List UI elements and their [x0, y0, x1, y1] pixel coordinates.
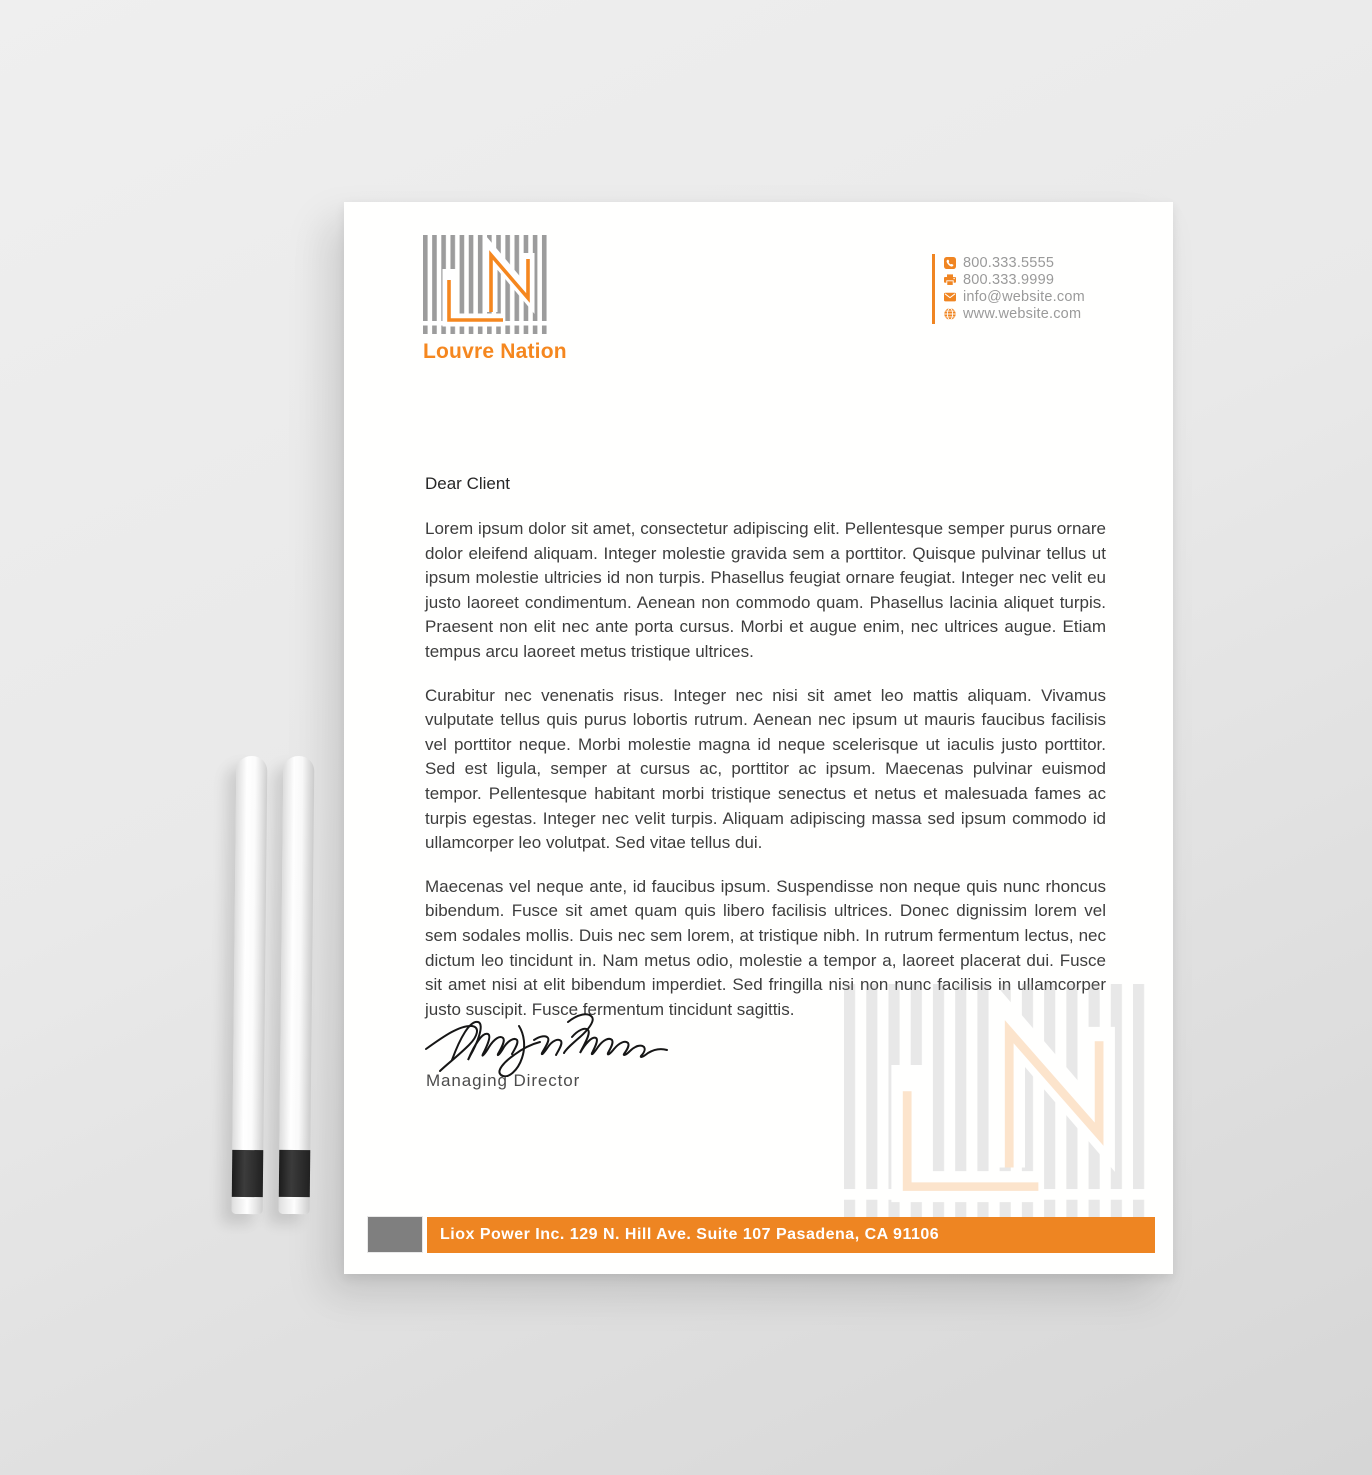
email-address: info@website.com [963, 289, 1085, 305]
pen [232, 756, 268, 1214]
paragraph-2: Curabitur nec venenatis risus. Integer nec nisi sit amet leo mattis aliquam. Vivamus vulputate tellus quis purus lobortis rutrum. Aenean nec ipsum ut mauris faucibus facilisis vel porttitor neque. Morbi molestie magna id neque scelerisque ut iaculis justo porttitor. Sed est ligula, semper at cursus ac, porttitor ac ipsum. Maecenas pulvinar euismod tempor. Pellentesque habitant morbi tristique senectus et netus et malesuada fames ac turpis egestas. Integer nec velit turpis. Aliquam adipiscing massa sed ipsum commodo id ullamcorper leo volutpat. Sed vitae tellus dui. [425, 685, 1106, 853]
contact-divider [932, 254, 935, 324]
globe-icon [944, 308, 956, 320]
pen-tip [281, 1199, 308, 1214]
pen-grip-band [279, 1150, 310, 1197]
paragraph-3: Maecenas vel neque ante, id faucibus ipsum. Suspendisse non neque quis nunc rhoncus bibendum. Fusce sit amet quam quis libero facilisis ultrices. Donec dignissim lorem vel sem sodales mollis. Duis nec sem lorem, at tristique nibh. In rutrum fermentum lectus, nec dictum leo tincidunt in. Nam metus odio, molestie a tempor a, laoreet placerat dui. Fusce sit amet nisi at elit bibendum imperdiet. Sed fringilla nisi non nunc facilisis in ullamcorper justo suscipit. Fusce fermentum tincidunt sagittis. [425, 876, 1106, 1019]
signature [422, 992, 672, 1077]
logo-monogram-icon [423, 235, 551, 334]
salutation: Dear Client [425, 474, 511, 493]
signer-title: Managing Director [426, 1071, 581, 1090]
letterhead-page [344, 202, 1173, 1274]
pen [279, 756, 315, 1214]
company-address: Liox Power Inc. 129 N. Hill Ave. Suite 107 Pasadena, CA 91106 [440, 1226, 940, 1243]
fax-number: 800.333.9999 [963, 272, 1055, 288]
contact-phone [944, 255, 1085, 271]
fax-icon [944, 274, 956, 286]
email-icon [944, 291, 956, 303]
company-name: Louvre Nation [423, 340, 567, 363]
phone-icon [944, 257, 956, 269]
phone-number: 800.333.5555 [963, 255, 1055, 271]
pen-tip [234, 1199, 261, 1214]
pen-grip-band [232, 1150, 263, 1197]
paragraph-1: Lorem ipsum dolor sit amet, consectetur adipiscing elit. Pellentesque semper purus ornare dolor eleifend aliquam. Integer molestie gravida sem a porttitor. Quisque pulvinar tellus ut ipsum molestie ultricies id non turpis. Phasellus feugiat ornare feugiat. Integer nec velit eu justo laoreet condimentum. Aenean non commodo quam. Phasellus lacinia aliquet turpis. Praesent non elit nec ante porta cursus. Morbi et augue enim, nec ultrices augue. Etiam tempus arcu laoreet metus tristique ultrices. [425, 519, 1106, 661]
footer-accent-square [367, 1216, 423, 1253]
contact-email [944, 289, 1085, 305]
letter-body [425, 474, 1106, 1041]
contact-block [932, 254, 1085, 324]
company-logo [423, 235, 603, 364]
footer-address-bar [427, 1217, 1155, 1253]
website-url: www.website.com [963, 306, 1082, 322]
contact-fax [944, 272, 1085, 288]
contact-website [944, 306, 1085, 322]
